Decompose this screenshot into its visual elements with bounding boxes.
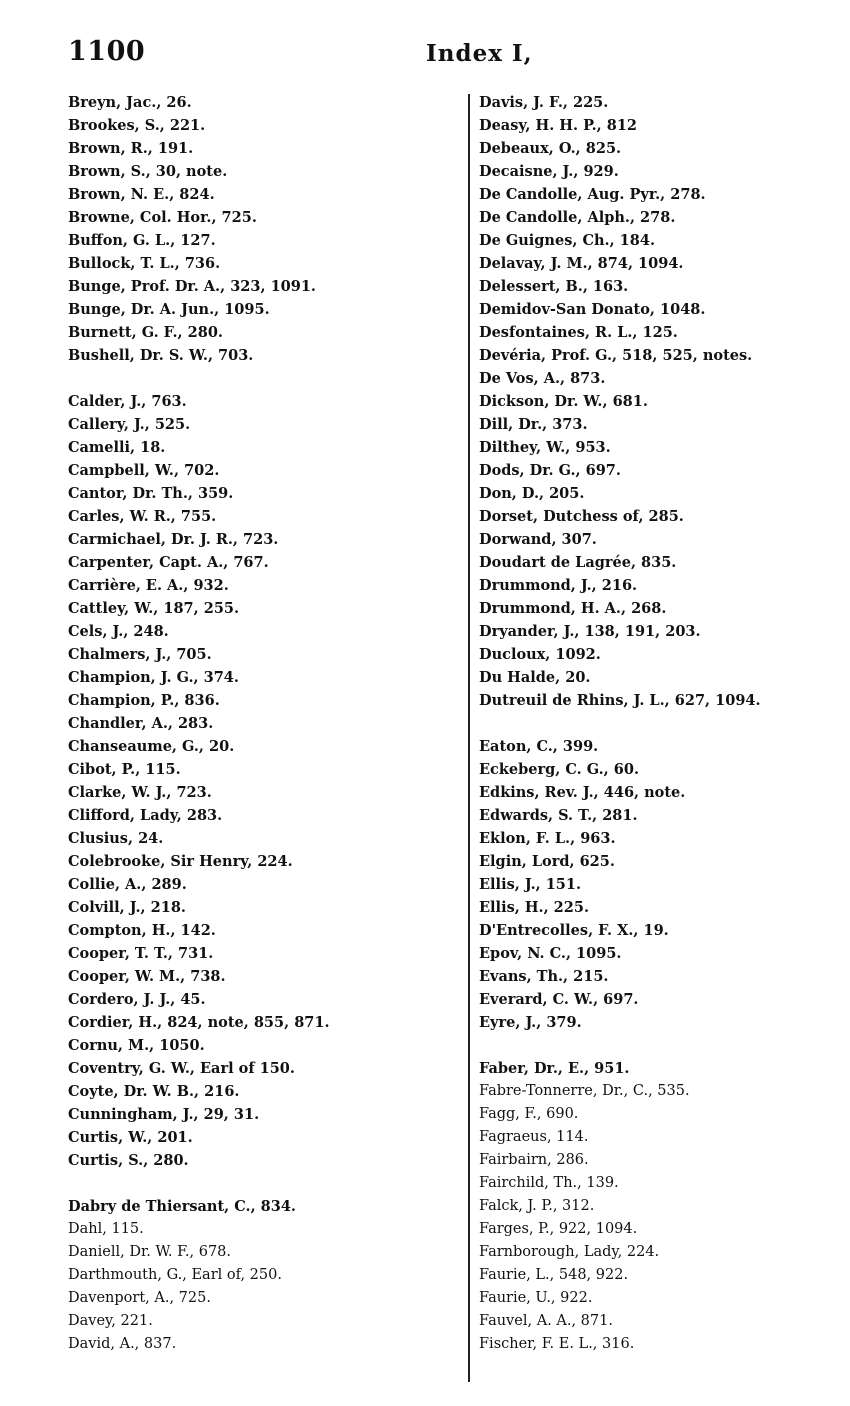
- index-entry: Cantor, Dr. Th., 359.: [68, 485, 234, 502]
- index-entry: Carles, W. R., 755.: [68, 508, 217, 525]
- index-entry: Bullock, T. L., 736.: [68, 255, 221, 272]
- index-entry: Brookes, S., 221.: [68, 117, 206, 134]
- index-entry: Carmichael, Dr. J. R., 723.: [68, 531, 279, 548]
- index-entry: Dilthey, W., 953.: [479, 439, 611, 456]
- index-entry: Dill, Dr., 373.: [479, 416, 588, 433]
- page-number: 1100: [68, 36, 146, 67]
- index-entry: Champion, P., 836.: [68, 692, 220, 709]
- index-entry: Dabry de Thiersant, C., 834.: [68, 1198, 296, 1215]
- index-entry: Eklon, F. L., 963.: [479, 830, 616, 847]
- index-entry: Farnborough, Lady, 224.: [479, 1244, 660, 1260]
- index-entry: Buffon, G. L., 127.: [68, 232, 216, 249]
- index-entry: Burnett, G. F., 280.: [68, 324, 223, 341]
- index-entry: Brown, R., 191.: [68, 140, 194, 157]
- index-entry: Fagg, F., 690.: [479, 1106, 579, 1122]
- index-entry: Calder, J., 763.: [68, 393, 187, 410]
- index-entry: Edwards, S. T., 281.: [479, 807, 638, 824]
- index-entry: Fabre-Tonnerre, Dr., C., 535.: [479, 1083, 690, 1099]
- index-entry: Chalmers, J., 705.: [68, 646, 212, 663]
- index-spacer: [479, 712, 839, 735]
- index-entry: Bunge, Dr. A. Jun., 1095.: [68, 301, 270, 318]
- index-entry: Camelli, 18.: [68, 439, 166, 456]
- index-entry: Epov, N. C., 1095.: [479, 945, 622, 962]
- index-entry: Compton, H., 142.: [68, 922, 216, 939]
- column-divider: [468, 94, 470, 1382]
- index-entry: De Vos, A., 873.: [479, 370, 606, 387]
- index-entry: Faber, Dr., E., 951.: [479, 1060, 630, 1077]
- index-entry: Chanseaume, G., 20.: [68, 738, 235, 755]
- index-entry: Delavay, J. M., 874, 1094.: [479, 255, 684, 272]
- index-entry: Don, D., 205.: [479, 485, 585, 502]
- index-entry: Champion, J. G., 374.: [68, 669, 239, 686]
- index-entry: Dickson, Dr. W., 681.: [479, 393, 648, 410]
- index-entry: Curtis, W., 201.: [68, 1129, 193, 1146]
- index-entry: Darthmouth, G., Earl of, 250.: [68, 1267, 282, 1283]
- index-entry: Elgin, Lord, 625.: [479, 853, 615, 870]
- index-entry: Fairchild, Th., 139.: [479, 1175, 619, 1191]
- index-entry: Campbell, W., 702.: [68, 462, 220, 479]
- index-spacer: [68, 1172, 458, 1195]
- index-entry: Edkins, Rev. J., 446, note.: [479, 784, 686, 801]
- index-entry: Fischer, F. E. L., 316.: [479, 1336, 635, 1352]
- index-entry: Coyte, Dr. W. B., 216.: [68, 1083, 240, 1100]
- index-entry: Bushell, Dr. S. W., 703.: [68, 347, 254, 364]
- index-entry: Du Halde, 20.: [479, 669, 591, 686]
- index-entry: Fagraeus, 114.: [479, 1129, 589, 1145]
- index-entry: Doudart de Lagrée, 835.: [479, 554, 677, 571]
- index-entry: Fauvel, A. A., 871.: [479, 1313, 613, 1329]
- index-entry: Davis, J. F., 225.: [479, 94, 609, 111]
- index-entry: Colvill, J., 218.: [68, 899, 186, 916]
- index-entry: Breyn, Jac., 26.: [68, 94, 192, 111]
- index-entry: Browne, Col. Hor., 725.: [68, 209, 257, 226]
- index-entry: Carpenter, Capt. A., 767.: [68, 554, 269, 571]
- index-entry: Colebrooke, Sir Henry, 224.: [68, 853, 293, 870]
- index-entry: Callery, J., 525.: [68, 416, 191, 433]
- index-entry: Chandler, A., 283.: [68, 715, 214, 732]
- index-entry: Clusius, 24.: [68, 830, 164, 847]
- index-entry: Davenport, A., 725.: [68, 1290, 211, 1306]
- index-entry: Ellis, J., 151.: [479, 876, 582, 893]
- index-entry: Cordier, H., 824, note, 855, 871.: [68, 1014, 330, 1031]
- index-entry: Falck, J. P., 312.: [479, 1198, 595, 1214]
- index-entry: De Candolle, Aug. Pyr., 278.: [479, 186, 706, 203]
- running-title: Index I,: [426, 40, 533, 67]
- index-entry: Cooper, W. M., 738.: [68, 968, 226, 985]
- index-entry: Faurie, L., 548, 922.: [479, 1267, 629, 1283]
- index-entry: Ellis, H., 225.: [479, 899, 589, 916]
- index-entry: Decaisne, J., 929.: [479, 163, 619, 180]
- index-entry: Dods, Dr. G., 697.: [479, 462, 621, 479]
- index-entry: Farges, P., 922, 1094.: [479, 1221, 638, 1237]
- index-entry: Dorset, Dutchess of, 285.: [479, 508, 684, 525]
- index-entry: Cels, J., 248.: [68, 623, 169, 640]
- index-entry: De Candolle, Alph., 278.: [479, 209, 676, 226]
- index-entry: Delessert, B., 163.: [479, 278, 629, 295]
- index-entry: Ducloux, 1092.: [479, 646, 601, 663]
- index-entry: Cibot, P., 115.: [68, 761, 181, 778]
- index-entry: Daniell, Dr. W. F., 678.: [68, 1244, 232, 1260]
- index-entry: Clarke, W. J., 723.: [68, 784, 212, 801]
- index-entry: Desfontaines, R. L., 125.: [479, 324, 678, 341]
- index-entry: Carrière, E. A., 932.: [68, 577, 229, 594]
- index-entry: Fairbairn, 286.: [479, 1152, 589, 1168]
- index-entry: Drummond, H. A., 268.: [479, 600, 667, 617]
- index-entry: Debeaux, O., 825.: [479, 140, 622, 157]
- index-entry: Brown, N. E., 824.: [68, 186, 215, 203]
- index-entry: D'Entrecolles, F. X., 19.: [479, 922, 669, 939]
- index-entry: Clifford, Lady, 283.: [68, 807, 223, 824]
- index-entry: Cornu, M., 1050.: [68, 1037, 205, 1054]
- index-spacer: [68, 367, 458, 390]
- index-entry: Faurie, U., 922.: [479, 1290, 593, 1306]
- index-entry: Davey, 221.: [68, 1313, 153, 1329]
- index-entry: Cattley, W., 187, 255.: [68, 600, 240, 617]
- index-entry: Everard, C. W., 697.: [479, 991, 639, 1008]
- index-entry: Deasy, H. H. P., 812: [479, 117, 637, 134]
- index-entry: Brown, S., 30, note.: [68, 163, 228, 180]
- index-entry: Drummond, J., 216.: [479, 577, 638, 594]
- index-entry: Cunningham, J., 29, 31.: [68, 1106, 260, 1123]
- index-entry: Dutreuil de Rhins, J. L., 627, 1094.: [479, 692, 761, 709]
- index-entry: David, A., 837.: [68, 1336, 177, 1352]
- index-entry: Demidov-San Donato, 1048.: [479, 301, 706, 318]
- index-entry: Cordero, J. J., 45.: [68, 991, 206, 1008]
- index-entry: Dahl, 115.: [68, 1221, 144, 1237]
- index-entry: Eckeberg, C. G., 60.: [479, 761, 640, 778]
- index-entry: Cooper, T. T., 731.: [68, 945, 214, 962]
- index-spacer: [479, 1034, 839, 1057]
- index-entry: Dorwand, 307.: [479, 531, 597, 548]
- index-entry: Devéria, Prof. G., 518, 525, notes.: [479, 347, 753, 364]
- index-entry: Coventry, G. W., Earl of 150.: [68, 1060, 295, 1077]
- index-entry: Eyre, J., 379.: [479, 1014, 582, 1031]
- index-entry: Dryander, J., 138, 191, 203.: [479, 623, 701, 640]
- index-entry: De Guignes, Ch., 184.: [479, 232, 655, 249]
- index-column-left: [68, 91, 458, 1356]
- index-column-right: [479, 91, 839, 1356]
- index-entry: Bunge, Prof. Dr. A., 323, 1091.: [68, 278, 316, 295]
- index-entry: Evans, Th., 215.: [479, 968, 609, 985]
- index-entry: Collie, A., 289.: [68, 876, 187, 893]
- index-entry: Eaton, C., 399.: [479, 738, 599, 755]
- index-entry: Curtis, S., 280.: [68, 1152, 189, 1169]
